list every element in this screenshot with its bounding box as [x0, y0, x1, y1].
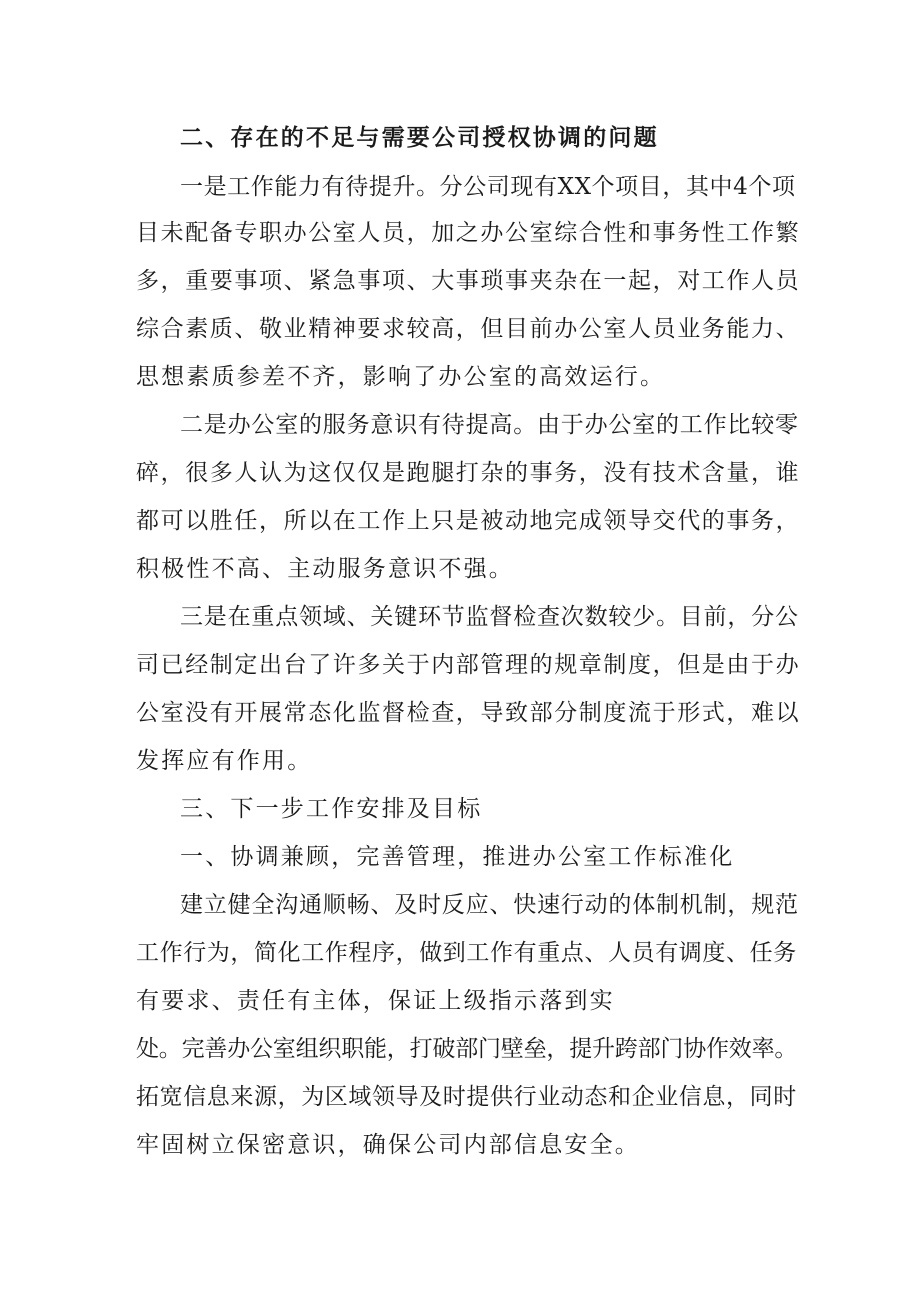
section-heading-shortcomings: 二、存在的不足与需要公司授权协调的问题 — [180, 124, 659, 151]
paragraph-line: 综合素质、敬业精神要求较高，但目前办公室人员业务能力、 — [136, 316, 801, 342]
subsection-heading: 一、协调兼顾，完善管理，推进办公室工作标准化 — [180, 844, 735, 870]
paragraph-line: 发挥应有作用。 — [136, 748, 313, 774]
paragraph-line: 牢固树立保密意识，确保公司内部信息安全。 — [136, 1132, 640, 1158]
section-heading-next-steps: 三、下一步工作安排及目标 — [180, 796, 483, 822]
paragraph-line: 一是工作能力有待提升。分公司现有XX个项目，其中4个项 — [180, 174, 796, 200]
paragraph-line: 工作行为，简化工作程序，做到工作有重点、人员有调度、任务 — [136, 940, 797, 966]
paragraph-line: 司已经制定出台了许多关于内部管理的规章制度，但是由于办 — [136, 652, 801, 678]
paragraph-line: 处。完善办公室组织职能，打破部门壁垒，提升跨部门协作效率。 — [136, 1036, 798, 1062]
paragraph-line: 三是在重点领域、关键环节监督检查次数较少。目前，分公 — [180, 604, 799, 630]
paragraph-line: 二是办公室的服务意识有待提高。由于办公室的工作比较零 — [180, 412, 799, 438]
paragraph-line: 目未配备专职办公室人员，加之办公室综合性和事务性工作繁 — [136, 220, 801, 246]
paragraph-line: 拓宽信息来源，为区域领导及时提供行业动态和企业信息，同时 — [136, 1084, 797, 1110]
paragraph-line: 公室没有开展常态化监督检查，导致部分制度流于形式，难以 — [136, 700, 801, 726]
paragraph-line: 有要求、责任有主体，保证上级指示落到实 — [136, 988, 615, 1014]
paragraph-line: 积极性不高、主动服务意识不强。 — [136, 556, 514, 582]
paragraph-line: 建立健全沟通顺畅、及时反应、快速行动的体制机制，规范 — [180, 892, 799, 918]
paragraph-line: 都可以胜任，所以在工作上只是被动地完成领导交代的事务， — [136, 508, 801, 534]
paragraph-line: 思想素质参差不齐，影响了办公室的高效运行。 — [136, 364, 666, 390]
paragraph-line: 多，重要事项、紧急事项、大事琐事夹杂在一起，对工作人员 — [136, 268, 801, 294]
paragraph-line: 碎，很多人认为这仅仅是跑腿打杂的事务，没有技术含量，谁 — [136, 460, 801, 486]
